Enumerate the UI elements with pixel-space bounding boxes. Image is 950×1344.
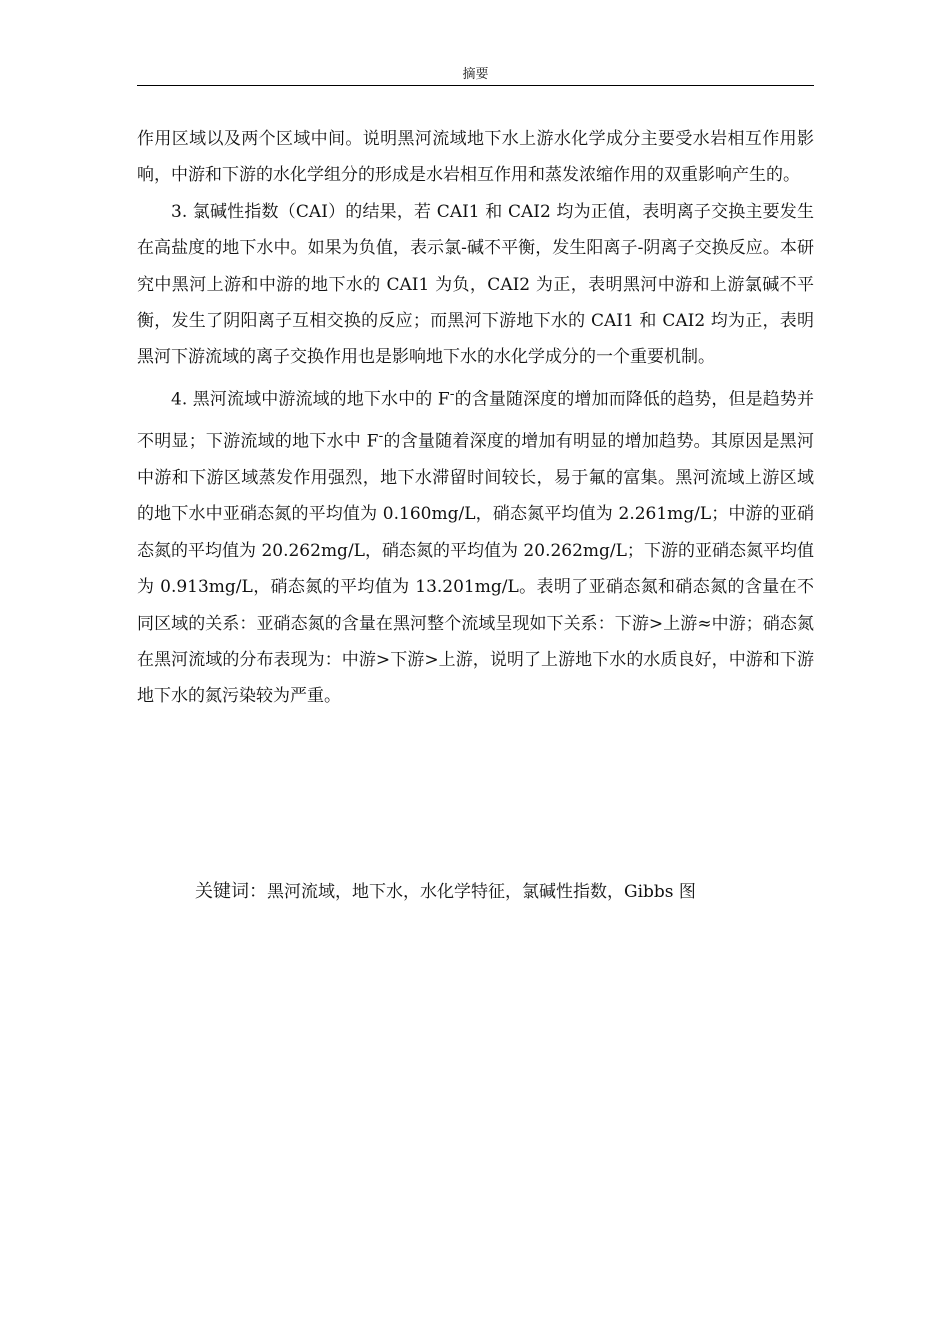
paragraph-text-segment: 的含量随着深度的增加有明显的增加趋势。其原因是黑河中游和下游区域蒸发作用强烈，地下水滞留时间较长，易于氟的富集。黑河流域上游区域的地下水中亚硝态氮的平均值为 0.160mg/L，硝态氮平均值为 2.261mg/L；中游的亚硝态氮的平均值为 20.262mg/L，硝态氮的平均值为 20.262mg/L；下游的亚硝态氮平均值为 0.913mg/L，硝态氮的平均值为 13.201mg/L。表明了亚硝态氮和硝态氮的含量在不同区域的关系：亚硝态氮的含量在黑河整个流域呈现如下关系：下游>上游≈中游；硝态氮在黑河流域的分布表现为：中游>下游>上游，说明了上游地下水的水质良好，中游和下游地下水的氮污染较为严重。 — [137, 431, 815, 707]
abstract-body — [137, 121, 814, 715]
paragraph-fluoride-nitrogen — [137, 376, 814, 715]
paragraph-text-segment: 4. 黑河流域中游流域的地下水中的 F — [171, 389, 450, 410]
superscript-minus: - — [378, 427, 384, 444]
keywords-value: 黑河流域，地下水，水化学特征，氯碱性指数，Gibbs 图 — [267, 882, 696, 902]
superscript-minus: - — [449, 385, 455, 402]
paragraph-cai-results: 3. 氯碱性指数（CAI）的结果，若 CAI1 和 CAI2 均为正值，表明离子交换主要发生在高盐度的地下水中。如果为负值，表示氯-碱不平衡，发生阳离子-阴离子交换反应。本研究中黑河上游和中游的地下水的 CAI1 为负，CAI2 为正，表明黑河中游和上游氯碱不平衡，发生了阴阳离子互相交换的反应；而黑河下游地下水的 CAI1 和 CAI2 均为正，表明黑河下游流域的离子交换作用也是影响地下水的水化学成分的一个重要机制。 — [137, 201, 814, 368]
keywords-label: 关键词： — [195, 881, 267, 902]
paragraph-continuation: 作用区域以及两个区域中间。说明黑河流域地下水上游水化学成分主要受水岩相互作用影响，中游和下游的水化学组分的形成是水岩相互作用和蒸发浓缩作用的双重影响产生的。 — [137, 129, 814, 186]
page-header-title: 摘要 — [462, 67, 489, 82]
paragraph-text-segment: 的含量随深度的增加而降低的趋势，但是趋势并不明显；下游流域的地下水中 F — [137, 389, 814, 452]
header-divider — [137, 85, 814, 86]
keywords-line — [195, 877, 814, 907]
